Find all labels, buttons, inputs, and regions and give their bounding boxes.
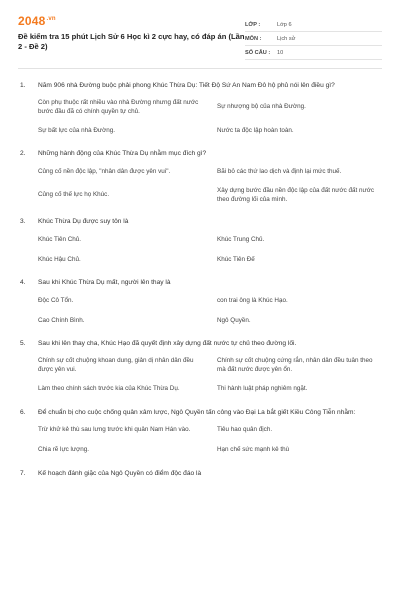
question-number: 3. [20, 218, 26, 226]
question-number: 6. [20, 408, 26, 416]
question-header [18, 278, 382, 287]
answer-option[interactable]: Thi hành luật pháp nghiêm ngặt. [217, 385, 308, 393]
question-3 [18, 217, 382, 265]
question-1 [18, 81, 382, 136]
question-number: 2. [20, 150, 26, 158]
question-text: Sau khi lên thay cha, Khúc Hạo đã quyết định xây dựng đất nước tự chủ theo đường lối. [38, 340, 297, 348]
answer-option[interactable]: Tiêu hao quân địch. [217, 426, 273, 434]
question-text: Năm 906 nhà Đường buộc phải phong Khúc Thừa Dụ: Tiết Độ Sứ An Nam Đô hộ phủ nói lên điều gì? [38, 82, 335, 89]
page-title: Đề kiểm tra 15 phút Lịch Sử 6 Học kì 2 cực hay, có đáp án (Lần 2 - Đề 2) [18, 32, 245, 51]
meta-label: MÔN : [245, 35, 262, 42]
answer-option[interactable]: Sự bất lực của nhà Đường. [38, 126, 115, 134]
answer-option[interactable]: con trai ông là Khúc Hạo. [217, 297, 288, 305]
meta-label: LỚP : [245, 21, 261, 28]
site-logo[interactable] [18, 14, 245, 28]
answer-options [18, 99, 382, 136]
header-divider [18, 68, 382, 69]
answer-option[interactable]: Hạn chế sức mạnh kẻ thù [217, 446, 290, 454]
answer-options [18, 426, 382, 456]
answer-option[interactable]: Chính sự cốt chuộng khoan dung, giản dị nhân dân đều được yên vui. [38, 357, 194, 373]
question-number: 5. [20, 340, 26, 348]
header-left [18, 14, 245, 52]
answer-option[interactable]: Trừ khử kẻ thù sau lưng trước khi quân Nam Hán vào. [38, 426, 191, 434]
meta-value: Lớp 6 [277, 21, 292, 28]
answer-option[interactable]: Khúc Tiên Chủ. [38, 236, 82, 244]
answer-option[interactable]: Chia rẽ lực lượng. [38, 446, 90, 454]
question-2 [18, 149, 382, 204]
answer-option[interactable]: Sự nhượng bộ của nhà Đường. [217, 103, 306, 111]
answer-options [18, 167, 382, 204]
question-number: 4. [20, 279, 26, 287]
answer-option[interactable]: Bãi bỏ các thứ lao dịch và định lại mức thuế. [217, 167, 342, 175]
answer-option[interactable]: Độc Cô Tổn. [38, 297, 74, 305]
meta-row-count [245, 46, 382, 60]
question-4 [18, 278, 382, 326]
answer-options [18, 357, 382, 394]
question-header [18, 408, 382, 417]
question-7 [18, 469, 382, 478]
question-header [18, 81, 382, 90]
question-text: Kế hoạch đánh giặc của Ngô Quyền có điểm độc đáo là [38, 469, 202, 477]
question-header [18, 149, 382, 158]
question-list [18, 81, 382, 478]
question-header [18, 339, 382, 348]
question-text: Những hành động của Khúc Thừa Dụ nhằm mục đích gì? [38, 150, 207, 158]
meta-row-subject [245, 32, 382, 46]
answer-option[interactable]: Xây dựng bước đầu nền độc lập của đất nước đất nước theo đường lối của mình. [217, 187, 375, 203]
question-text: Sau khi Khúc Thừa Dụ mất, người lên thay là [38, 279, 171, 287]
question-5 [18, 339, 382, 394]
answer-option[interactable]: Khúc Hậu Chủ. [38, 256, 81, 264]
question-text: Khúc Thừa Dụ được suy tôn là [38, 218, 129, 226]
answer-option[interactable]: Cao Chính Bình. [38, 317, 85, 325]
meta-table [245, 18, 382, 60]
meta-label: SỐ CÂU : [245, 49, 271, 56]
question-number: 1. [20, 82, 26, 89]
meta-value: 10 [277, 49, 284, 56]
logo-text: 2048 [18, 14, 46, 28]
question-6 [18, 408, 382, 456]
meta-row-class [245, 18, 382, 32]
question-text: Để chuẩn bị cho cuộc chống quân xâm lược, Ngô Quyền tấn công vào Đại La bắt giết Kiều Công Tiễn nhằm: [38, 408, 356, 416]
answer-option[interactable]: Khúc Trung Chủ. [217, 236, 265, 244]
answer-option[interactable]: Chính sự cốt chuộng cứng rắn, nhân dân đều tuân theo mà đất nước được yên ổn. [217, 357, 373, 373]
answer-option[interactable]: Làm theo chính sách trước kia của Khúc Thừa Dụ. [38, 385, 180, 393]
answer-option[interactable]: Củng cố nền độc lập, "nhân dân được yên vui". [38, 167, 171, 175]
answer-options [18, 296, 382, 326]
meta-value: Lịch sử [277, 35, 296, 42]
answer-option[interactable]: Ngô Quyền. [217, 317, 251, 325]
answer-option[interactable]: Củng cố thế lực họ Khúc. [38, 191, 110, 199]
answer-options [18, 235, 382, 265]
logo-tld: .vn [46, 16, 56, 22]
question-number: 7. [20, 469, 26, 477]
answer-option[interactable]: Còn phụ thuộc rất nhiều vào nhà Đường nhưng đất nước bước đầu đã có chính quyền tự chủ. [38, 99, 199, 115]
answer-option[interactable]: Nước ta độc lập hoàn toàn. [217, 126, 294, 134]
question-header [18, 217, 382, 226]
question-header [18, 469, 382, 478]
answer-option[interactable]: Khúc Tiên Đế [217, 256, 255, 264]
document-header [18, 14, 382, 60]
